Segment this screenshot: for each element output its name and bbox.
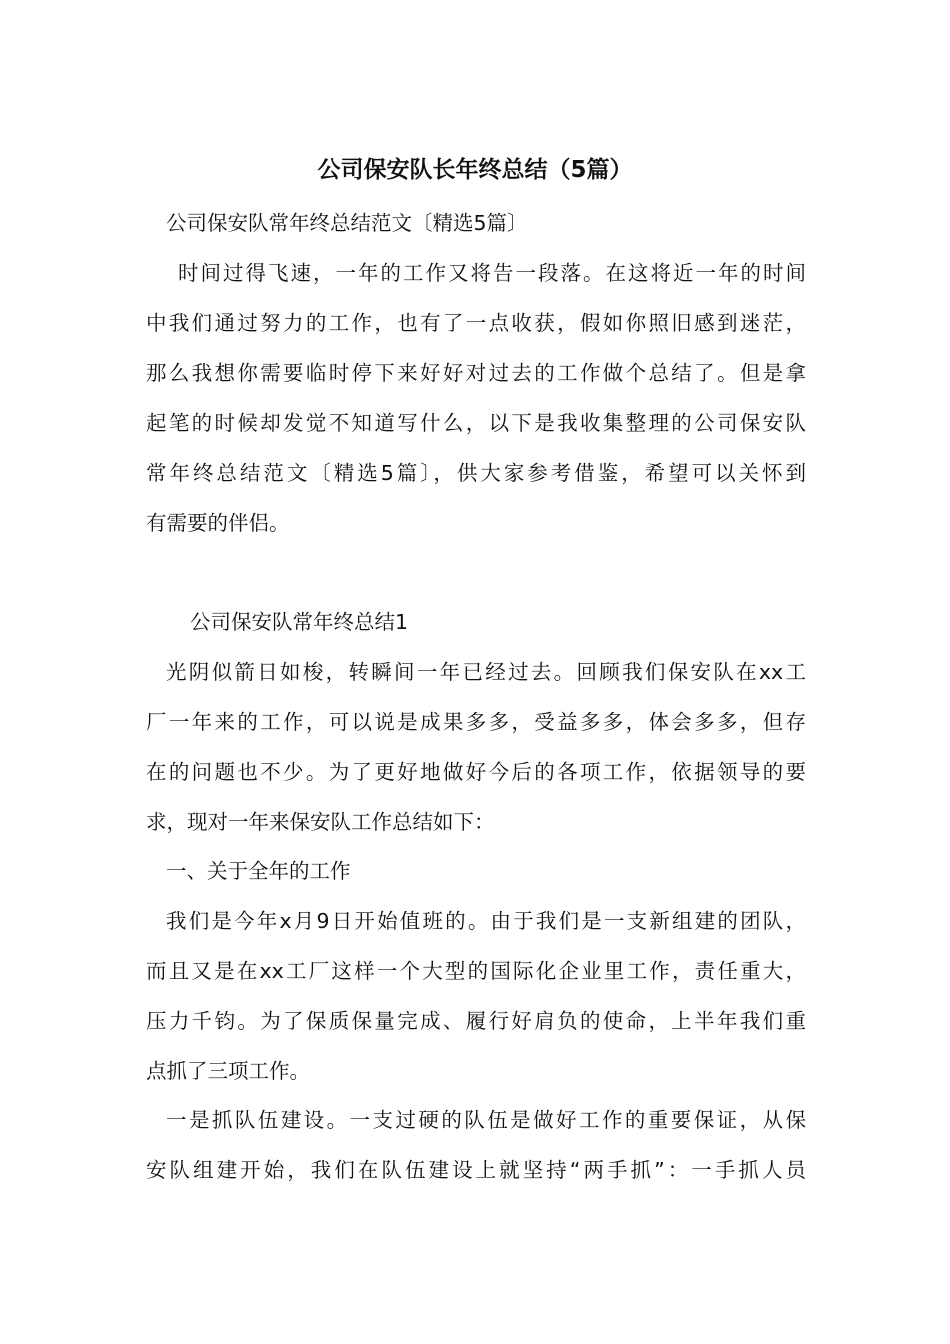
section1-para1-line-3: 在的问题也不少。为了更好地做好今后的各项工作，依据领导的要 <box>146 760 806 784</box>
intro-line-4: 起笔的时候却发觉不知道写什么，以下是我收集整理的公司保安队 <box>146 411 806 435</box>
section1-para3-line-1: 一是抓队伍建设。一支过硬的队伍是做好工作的重要保证，从保 <box>166 1108 806 1132</box>
intro-line-3: 那么我想你需要临时停下来好好对过去的工作做个总结了。但是拿 <box>146 361 806 385</box>
section1-para2-line-2: 而且又是在xx工厂这样一个大型的国际化企业里工作，责任重大， <box>146 959 806 983</box>
section1-para1-line-4: 求，现对一年来保安队工作总结如下： <box>146 810 495 834</box>
document-title: 公司保安队长年终总结（5篇） <box>317 157 633 183</box>
section1-para1-line-1: 光阴似箭日如梭，转瞬间一年已经过去。回顾我们保安队在xx工 <box>166 660 806 684</box>
intro-line-1: 时间过得飞速，一年的工作又将告一段落。在这将近一年的时间 <box>178 261 806 285</box>
section1-para2-line-1: 我们是今年x月9日开始值班的。由于我们是一支新组建的团队， <box>166 909 806 933</box>
section1-para3-line-2: 安队组建开始，我们在队伍建设上就坚持“两手抓”：一手抓人员 <box>146 1158 806 1182</box>
intro-line-2: 中我们通过努力的工作，也有了一点收获，假如你照旧感到迷茫， <box>146 311 806 335</box>
document-subtitle: 公司保安队常年终总结范文〔精选5篇〕 <box>166 211 528 235</box>
section1-para2-line-3: 压力千钧。为了保质保量完成、履行好肩负的使命，上半年我们重 <box>146 1009 806 1033</box>
section1-para1-line-2: 厂一年来的工作，可以说是成果多多，受益多多，体会多多，但存 <box>146 710 806 734</box>
intro-line-6: 有需要的伴侣。 <box>146 511 290 535</box>
section1-para2-line-4: 点抓了三项工作。 <box>146 1059 310 1083</box>
subheading-annual-work: 一、关于全年的工作 <box>166 859 351 883</box>
intro-line-5: 常年终总结范文〔精选5篇〕，供大家参考借鉴，希望可以关怀到 <box>146 461 806 485</box>
section1-heading: 公司保安队常年终总结1 <box>190 610 409 634</box>
